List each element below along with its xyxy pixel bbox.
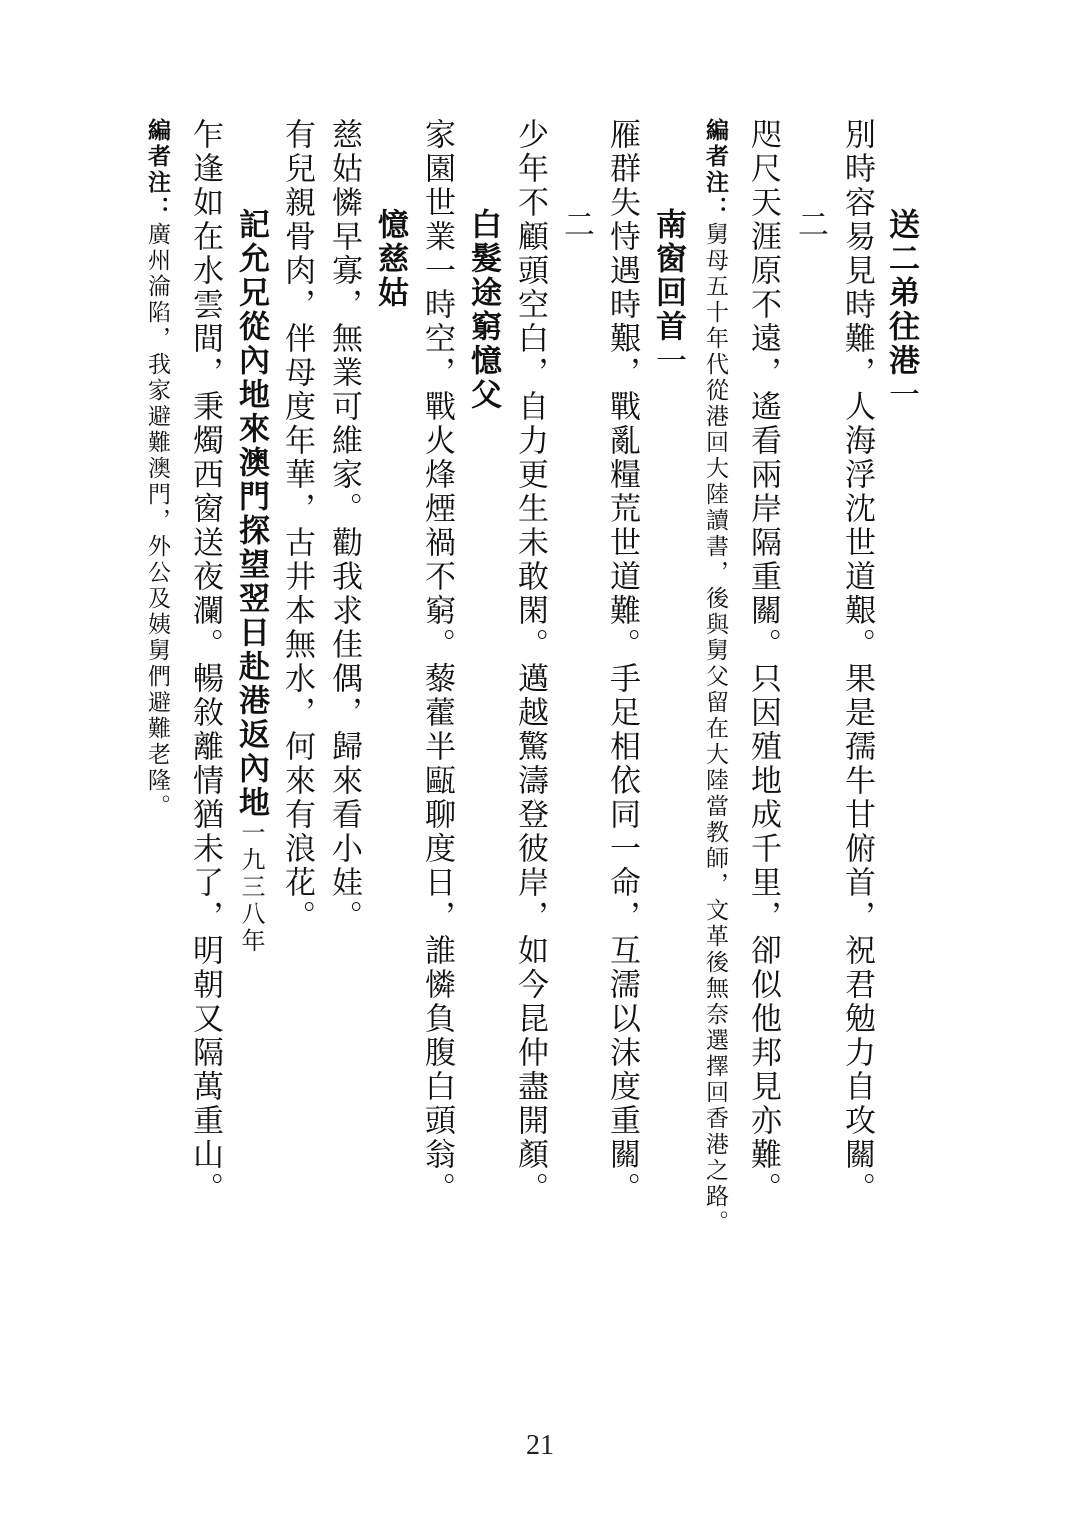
- poem-line: 乍逢如在水雲間，秉燭西窗送夜瀾。暢敘離情猶未了，明朝又隔萬重山。: [187, 118, 223, 1206]
- poem-line: 慈姑憐早寡，無業可維家。勸我求佳偶，歸來看小娃。: [326, 118, 362, 934]
- poem-line: 家園世業一時空，戰火烽煙禍不窮。藜藿半甌聊度日，誰憐負腹白頭翁。: [419, 118, 455, 1206]
- editor-note: [703, 118, 727, 1236]
- page-number: 21: [526, 1430, 554, 1461]
- editor-note-text: 廣州淪陷，我家避難澳門，外公及姨舅們避難老隆。: [144, 222, 170, 820]
- poem-title-brother-visit: [233, 208, 269, 955]
- title-text: 送二弟往港: [883, 208, 919, 378]
- editor-note-label: 編者注：: [144, 118, 171, 222]
- poem-title-send-brother: [883, 208, 919, 412]
- editor-note-label: 編者注：: [702, 118, 729, 222]
- title-number: 一: [883, 378, 919, 412]
- title-text: 記允兄從內地來澳門探望翌日赴港返內地: [233, 208, 269, 820]
- title-year: 一九三八年: [237, 820, 265, 955]
- poem-line: 咫尺天涯原不遠，遙看兩岸隔重關。只因殖地成千里，卻似他邦見亦難。: [745, 118, 781, 1206]
- poem-line: 有兒親骨肉，伴母度年華，古井本無水，何來有浪花。: [279, 118, 315, 934]
- poem-section-number: 二: [558, 208, 594, 242]
- title-number: 一: [650, 344, 686, 378]
- poem-section-number: 二: [792, 208, 828, 242]
- title-text: 南窗回首: [650, 208, 686, 344]
- editor-note-text: 舅母五十年代從港回大陸讀書，後與舅父留在大陸當教師，文革後無奈選擇回香港之路。: [702, 222, 728, 1236]
- poem-line: 少年不顧頭空白，自力更生未敢閑。邁越驚濤登彼岸，如今昆仲盡開顏。: [512, 118, 548, 1206]
- poem-line: 別時容易見時難，人海浮沈世道艱。果是孺牛甘俯首，祝君勉力自攻關。: [839, 118, 875, 1206]
- poem-title-aunt: 憶慈姑: [372, 208, 408, 310]
- poem-title-south-window: [650, 208, 686, 378]
- poem-line: 雁群失恃遇時艱，戰亂糧荒世道難。手足相依同一命，互濡以沫度重關。: [604, 118, 640, 1206]
- editor-note: [145, 118, 169, 820]
- poem-title-white-hair: 白髮途窮憶父: [465, 208, 501, 412]
